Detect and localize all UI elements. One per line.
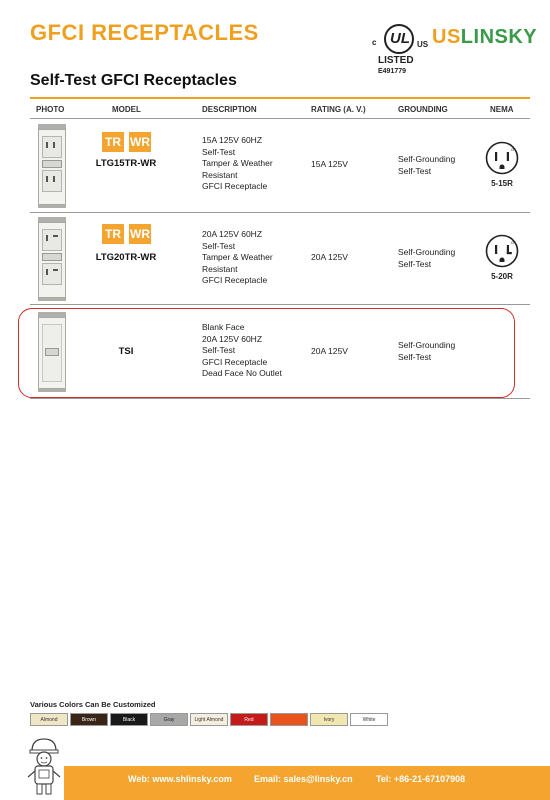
tr-badge: TR	[102, 224, 124, 244]
color-swatch: Light Almond	[190, 713, 228, 726]
description	[202, 229, 273, 287]
footer-tel: Tel: +86-21-67107908	[376, 774, 466, 784]
description-line: Resistant	[202, 169, 238, 180]
description-line: GFCI Receptacle	[202, 181, 268, 191]
ul-logo-icon	[384, 24, 414, 54]
color-swatch: Brown	[70, 713, 108, 726]
col-header-model: MODEL	[112, 105, 141, 114]
ul-listed-text: LISTED	[378, 55, 414, 66]
color-swatch: White	[350, 713, 388, 726]
col-header-photo: PHOTO	[36, 105, 65, 114]
model-name: LTG15TR-WR	[95, 158, 157, 169]
svg-text:G: G	[511, 147, 515, 152]
model-name: TSI	[118, 346, 134, 357]
col-header-nema: NEMA	[490, 105, 514, 114]
section-title: Self-Test GFCI Receptacles	[30, 72, 237, 89]
description-line: 20A 125V 60HZ	[202, 333, 263, 344]
description-line: Resistant	[202, 263, 238, 274]
grounding-line: Self-Test	[398, 165, 432, 176]
col-header-rating: RATING (A. V.)	[311, 105, 366, 114]
description-line: GFCI Receptacle	[202, 275, 268, 285]
header-divider	[30, 97, 530, 99]
grounding-line: Self-Test	[398, 258, 432, 269]
row-divider	[30, 304, 530, 305]
footer-email[interactable]: Email: sales@linsky.cn	[254, 774, 353, 784]
grounding-line: Self-Grounding	[398, 247, 456, 257]
wr-badge: WR	[129, 224, 151, 244]
product-photo-ltg15	[36, 124, 68, 208]
col-header-grounding: GROUNDING	[398, 105, 448, 114]
ul-c-label: c	[372, 38, 377, 47]
nema-5-15r-icon	[484, 140, 520, 176]
description	[202, 135, 273, 193]
rating: 20A 125V	[311, 346, 348, 356]
svg-text:G: G	[511, 240, 515, 245]
footer-web[interactable]: Web: www.shlinsky.com	[128, 774, 232, 784]
nema-5-20r-icon	[484, 233, 520, 269]
col-header-description: DESCRIPTION	[202, 105, 257, 114]
row-divider	[30, 118, 530, 119]
description-line: 15A 125V 60HZ	[202, 135, 263, 145]
footer-bar	[64, 766, 550, 800]
rating: 20A 125V	[311, 252, 348, 262]
description-line: Tamper & Weather	[202, 158, 273, 168]
brand-rest: LINSKY	[460, 26, 538, 48]
grounding-line: Self-Test	[398, 351, 432, 362]
description-line: Blank Face	[202, 322, 245, 332]
page-title: GFCI RECEPTACLES	[30, 20, 259, 45]
highlight-frame	[18, 308, 515, 398]
colors-title: Various Colors Can Be Customized	[30, 700, 156, 709]
row-divider	[30, 398, 530, 399]
mascot-icon	[22, 735, 66, 797]
model-name: LTG20TR-WR	[95, 252, 157, 263]
ul-us-label: US	[417, 40, 429, 49]
description-line: Self-Test	[202, 240, 236, 251]
row-divider	[30, 212, 530, 213]
brand-logo	[432, 26, 537, 49]
brand-prefix: US	[432, 26, 461, 48]
description-line: GFCI Receptacle	[202, 356, 268, 367]
nema-label: 5-20R	[491, 272, 513, 281]
color-swatch: Gray	[150, 713, 188, 726]
color-swatch: Black	[110, 713, 148, 726]
description-line: Self-Test	[202, 146, 236, 157]
color-swatch: Red	[230, 713, 268, 726]
product-photo-ltg20	[36, 217, 68, 301]
grounding	[398, 154, 455, 177]
grounding	[398, 247, 455, 270]
color-swatch: Almond	[30, 713, 68, 726]
description-line: 20A 125V 60HZ	[202, 229, 263, 239]
description-line: Tamper & Weather	[202, 252, 273, 262]
ul-file-number: E491779	[378, 68, 407, 75]
ul-listed-mark	[368, 24, 438, 82]
ul-mark-text: UL	[390, 30, 410, 47]
description-line: Self-Test	[202, 345, 236, 355]
wr-badge: WR	[129, 132, 151, 152]
color-swatch	[270, 713, 308, 726]
color-swatch: Ivory	[310, 713, 348, 726]
nema-label: 5-15R	[491, 179, 513, 188]
rating: 15A 125V	[311, 159, 348, 169]
description-line: Dead Face No Outlet	[202, 368, 282, 378]
grounding-line: Self-Grounding	[398, 340, 456, 350]
grounding-line: Self-Grounding	[398, 154, 456, 164]
tr-badge: TR	[102, 132, 124, 152]
